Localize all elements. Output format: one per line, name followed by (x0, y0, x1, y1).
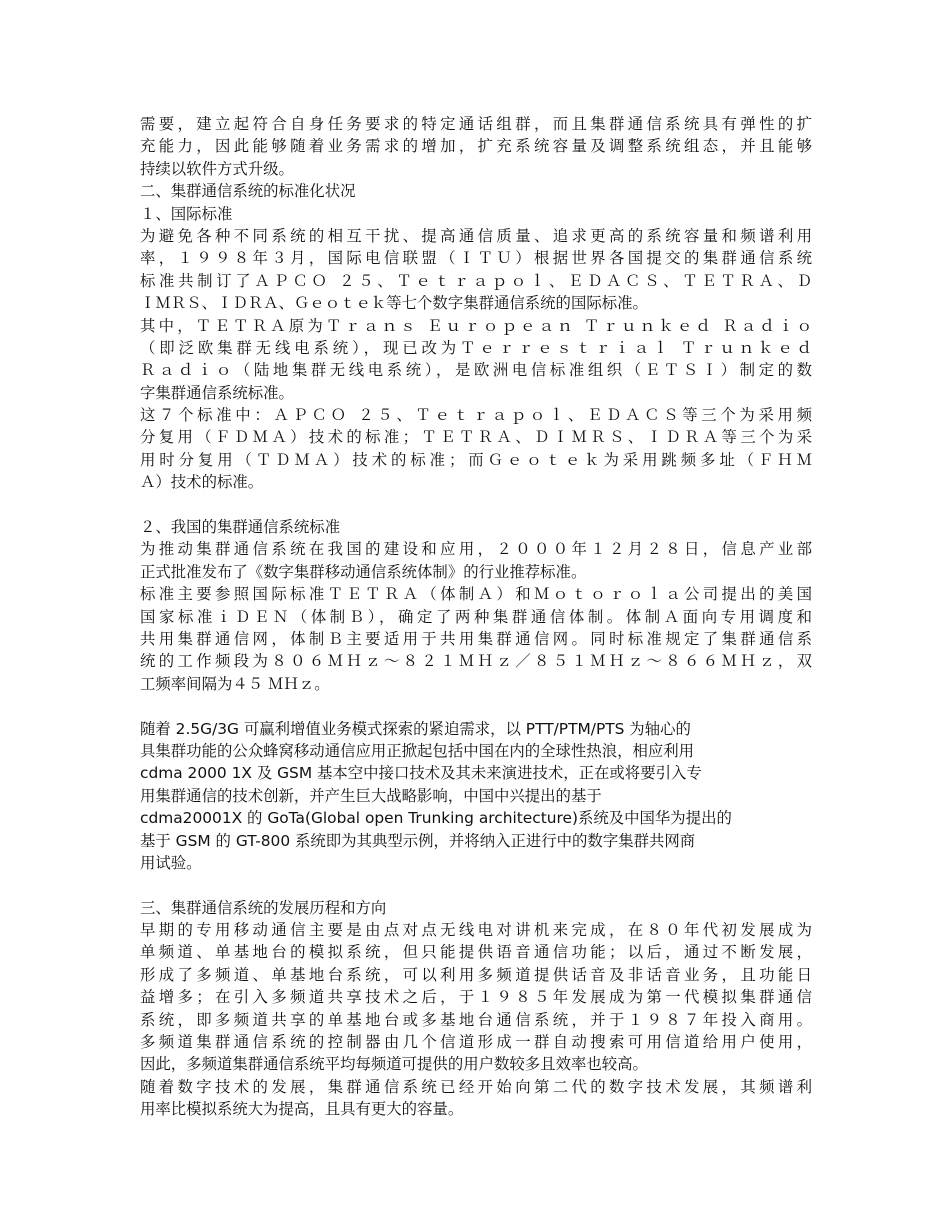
paragraph (140, 225, 812, 315)
text-line: 用集群通信的技术创新，并产生巨大战略影响，中国中兴提出的基于 (140, 786, 602, 805)
text-line: 随着数字技术的发展，集群通信系统已经开始向第二代的数字技术发展，其频谱利 (140, 1077, 812, 1096)
text-line: 用率比模拟系统大为提高，且具有更大的容量。 (140, 1100, 464, 1119)
text-line: 益增多；在引入多频道共享技术之后，于１９８５年发展成为第一代模拟集群通信 (140, 988, 812, 1007)
text-line: 基于 GSM 的 GT-800 系统即为其典型示例，并将纳入正进行中的数字集群共网商 (140, 831, 696, 850)
text-line: 率，１９９８年３月，国际电信联盟（ＩＴＵ）根据世界各国提交的集群通信系统 (140, 249, 812, 268)
text-line: cdma 2000 1X 及 GSM 基本空中接口技术及其未来演进技术，正在或将要引入专 (140, 764, 702, 783)
text-line: 系统，即多频道共享的单基地台或多基地台通信系统，并于１９８７年投入商用。 (140, 1010, 812, 1029)
text-line: 用试验。 (140, 853, 202, 872)
text-line: 早期的专用移动通信主要是由点对点无线电对讲机来完成，在８０年代初发展成为 (140, 921, 812, 940)
subsection-heading (140, 516, 812, 538)
paragraph (140, 583, 812, 695)
paragraph (140, 919, 812, 1076)
text-line: 国家标准ｉＤＥＮ（体制Ｂ），确定了两种集群通信体制。体制Ａ面向专用调度和 (140, 607, 812, 626)
text-line: 持续以软件方式升级。 (140, 159, 294, 178)
text-line: 工频率间隔为４５ ＭＨｚ。 (140, 674, 330, 693)
text-line: 需要，建立起符合自身任务要求的特定通话组群，而且集群通信系统具有弹性的扩 (140, 115, 812, 133)
blank-line (140, 494, 812, 516)
text-line: 共用集群通信网，体制Ｂ主要适用于共用集群通信网。同时标准规定了集群通信系 (140, 629, 812, 648)
subsection-heading (140, 203, 812, 225)
paragraph (140, 404, 812, 494)
text-line: （即泛欧集群无线电系统），现已改为Ｔｅｒｒｅｓｔｒｉａｌ Ｔｒｕｎｋｅｄ (140, 338, 812, 357)
text-line: 用时分复用（ＴＤＭＡ）技术的标准；而Ｇｅｏｔｅｋ为采用跳频多址（ＦＨＭ (140, 450, 812, 469)
text-line: Ｒａｄｉｏ（陆地集群无线电系统），是欧洲电信标准组织（ＥＴＳＩ）制定的数 (140, 361, 812, 380)
text-line: 单频道、单基地台的模拟系统，但只能提供语音通信功能；以后，通过不断发展， (140, 943, 812, 962)
text-line: 其中，ＴＥＴＲＡ原为Ｔｒａｎｓ Ｅｕｒｏｐｅａｎ Ｔｒｕｎｋｅｄ Ｒａｄｉｏ (140, 316, 812, 335)
text-line: 多频道集群通信系统的控制器由几个信道形成一群自动搜索可用信道给用户使用， (140, 1033, 812, 1052)
text-line: １、国际标准 (140, 204, 233, 223)
blank-line (140, 695, 812, 717)
text-line: 因此，多频道集群通信系统平均每频道可提供的用户数较多且效率也较高。 (140, 1055, 648, 1074)
text-line: Ａ）技术的标准。 (140, 473, 264, 492)
paragraph (140, 315, 812, 405)
text-line: ２、我国的集群通信系统标准 (140, 518, 341, 537)
text-line: ＩＭＲＳ、ＩＤＲＡ、Ｇｅｏｔｅｋ等七个数字集群通信系统的国际标准。 (140, 294, 648, 313)
text-line: 具集群功能的公众蜂窝移动通信应用正掀起包括中国在内的全球性热浪，相应利用 (140, 741, 695, 760)
paragraph (140, 538, 812, 583)
text-line: 随着 2.5G/3G 可赢利增值业务模式探索的紧迫需求，以 PTT/PTM/PTS 为轴心的 (140, 719, 691, 738)
text-line: 标准共制订了ＡＰＣＯ ２５、Ｔｅｔｒａｐｏｌ、ＥＤＡＣＳ、ＴＥＴＲＡ、Ｄ (140, 271, 812, 290)
paragraph (140, 113, 812, 180)
section-heading (140, 180, 812, 202)
text-line: 正式批准发布了《数字集群移动通信系统体制》的行业推荐标准。 (140, 562, 587, 581)
text-line: 标准主要参照国际标准ＴＥＴＲＡ（体制Ａ）和Ｍｏｔｏｒｏｌａ公司提出的美国 (140, 585, 812, 604)
text-line: 为避免各种不同系统的相互干扰、提高通信质量、追求更高的系统容量和频谱利用 (140, 226, 812, 245)
text-line: 这７个标准中：ＡＰＣＯ ２５、Ｔｅｔｒａｐｏｌ、ＥＤＡＣＳ等三个为采用频 (140, 406, 812, 425)
paragraph (140, 718, 812, 875)
section-heading (140, 897, 812, 919)
paragraph (140, 1076, 812, 1121)
document-page (140, 113, 812, 1121)
text-line: 字集群通信系统标准。 (140, 383, 294, 402)
text-line: 为推动集群通信系统在我国的建设和应用，２０００年１２月２８日，信息产业部 (140, 540, 812, 559)
blank-line (140, 874, 812, 896)
text-line: 二、集群通信系统的标准化状况 (140, 182, 356, 201)
text-line: 充能力，因此能够随着业务需求的增加，扩充系统容量及调整系统组态，并且能够 (140, 137, 812, 156)
text-line: 三、集群通信系统的发展历程和方向 (140, 898, 387, 917)
text-line: 分复用（ＦＤＭＡ）技术的标准；ＴＥＴＲＡ、ＤＩＭＲＳ、ＩＤＲＡ等三个为采 (140, 428, 812, 447)
text-line: cdma20001X 的 GoTa(Global open Trunking architecture)系统及中国华为提出的 (140, 809, 732, 828)
text-line: 形成了多频道、单基地台系统，可以利用多频道提供话音及非话音业务，且功能日 (140, 965, 812, 984)
text-line: 统的工作频段为８０６ＭＨｚ～８２１ＭＨｚ／８５１ＭＨｚ～８６６ＭＨｚ，双 (140, 652, 812, 671)
